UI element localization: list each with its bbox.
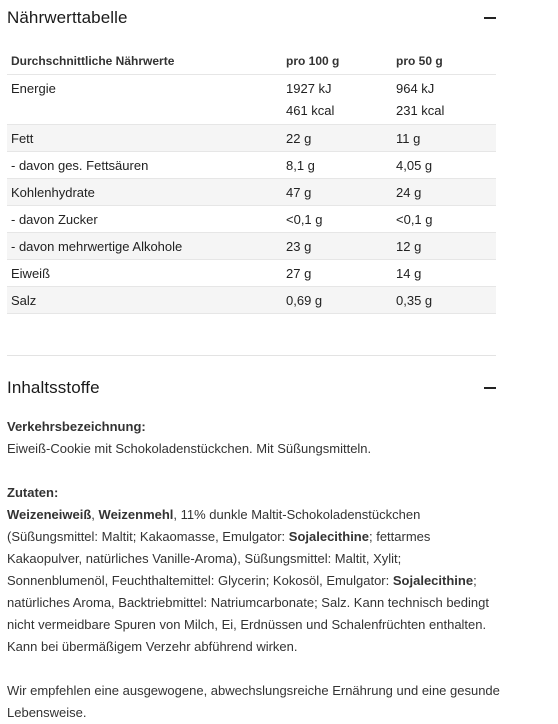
- ingredients-header[interactable]: [0, 370, 558, 410]
- recommendation-text: Wir empfehlen eine ausgewogene, abwechslungsreiche Ernährung und eine gesunde Lebensweise.: [7, 683, 500, 720]
- table-row: [7, 124, 496, 151]
- ingredients-title: Inhaltsstoffe: [7, 378, 100, 397]
- spacer: [7, 460, 502, 482]
- zutaten-paragraph: [7, 482, 502, 658]
- nutrition-section: [0, 0, 558, 308]
- table-row: [7, 259, 496, 286]
- header-cell: Durchschnittliche Nährwerte: [7, 47, 282, 74]
- header-cell: pro 50 g: [392, 47, 496, 74]
- row-value-100g: 23 g: [282, 232, 392, 259]
- spacer: [7, 658, 502, 680]
- row-label: Salz: [7, 286, 282, 313]
- row-label: Kohlenhydrate: [7, 178, 282, 205]
- collapse-minus-icon[interactable]: [482, 9, 498, 25]
- allergen-text: Sojalecithine: [288, 529, 369, 544]
- row-label: - davon Zucker: [7, 205, 282, 232]
- energy-kcal-50: 231 kcal: [396, 102, 445, 118]
- row-label: Eiweiß: [7, 259, 282, 286]
- row-label: - davon mehrwertige Alkohole: [7, 232, 282, 259]
- zutaten-text: ,: [91, 507, 99, 522]
- energy-kj-50: 964 kJ: [396, 80, 435, 96]
- row-value-100g: 47 g: [282, 178, 392, 205]
- zutaten-text: , 11% dunkle Maltit-Schokoladenstückchen (Süßungsmittel: Maltit; Kakaomasse, Emulgator:: [7, 507, 421, 544]
- table-header-row: [7, 47, 496, 74]
- ingredients-content: [7, 416, 502, 724]
- section-divider: [7, 355, 496, 356]
- zutaten-label: Zutaten:: [7, 485, 59, 500]
- designation-text: Eiweiß-Cookie mit Schokoladenstückchen. Mit Süßungsmitteln.: [7, 441, 372, 456]
- designation-label: Verkehrsbezeichnung:: [7, 419, 146, 434]
- row-label: - davon ges. Fettsäuren: [7, 151, 282, 178]
- allergen-text: Sojalecithine: [392, 573, 474, 588]
- nutrition-table: [7, 47, 496, 314]
- row-value-100g: 0,69 g: [282, 286, 392, 313]
- row-value-50g: 14 g: [392, 259, 496, 286]
- allergen-text: Weizeneiweiß: [7, 507, 92, 522]
- row-value-50g: <0,1 g: [392, 205, 496, 232]
- row-value-50g: 0,35 g: [392, 286, 496, 313]
- row-value-50g: 11 g: [392, 124, 496, 151]
- allergen-text: Weizenmehl: [98, 507, 174, 522]
- ingredients-section: [0, 370, 558, 720]
- row-value-50g: 12 g: [392, 232, 496, 259]
- header-cell: pro 100 g: [282, 47, 392, 74]
- table-row-energy: [7, 74, 496, 124]
- nutrition-title: Nährwerttabelle: [7, 8, 128, 27]
- energy-kcal-100: 461 kcal: [286, 102, 335, 118]
- table-row: [7, 286, 496, 313]
- designation-paragraph: [7, 416, 502, 460]
- row-value-50g: 4,05 g: [392, 151, 496, 178]
- energy-kj-100: 1927 kJ: [286, 80, 332, 96]
- table-row: [7, 151, 496, 178]
- nutrition-header[interactable]: [0, 0, 558, 40]
- row-value-50g: 24 g: [392, 178, 496, 205]
- row-value-100g: 8,1 g: [282, 151, 392, 178]
- collapse-minus-icon[interactable]: [482, 379, 498, 395]
- row-value-100g: [282, 74, 392, 124]
- table-row: [7, 205, 496, 232]
- table-row: [7, 178, 496, 205]
- zutaten-text: ; fettarmes Kakaopulver, natürliches Vanille-Aroma), Süßungsmittel: Maltit, Xylit; Sonnenblumenöl, Feuchthaltemittel: Glycerin; Kokosöl, Emulgator:: [7, 529, 431, 588]
- row-label: Energie: [7, 74, 282, 124]
- row-value-100g: 27 g: [282, 259, 392, 286]
- zutaten-text: ; natürliches Aroma, Backtriebmittel: Natriumcarbonate; Salz. Kann technisch bedingt nicht vermeidbare Spuren von Milch, Ei, Erdnüssen und Schalenfrüchten enthalten. Kann bei übermäßigem Verzehr abführend wirken.: [7, 573, 489, 654]
- row-value-100g: <0,1 g: [282, 205, 392, 232]
- row-value-100g: 22 g: [282, 124, 392, 151]
- row-value-50g: [392, 74, 496, 124]
- row-label: Fett: [7, 124, 282, 151]
- table-row: [7, 232, 496, 259]
